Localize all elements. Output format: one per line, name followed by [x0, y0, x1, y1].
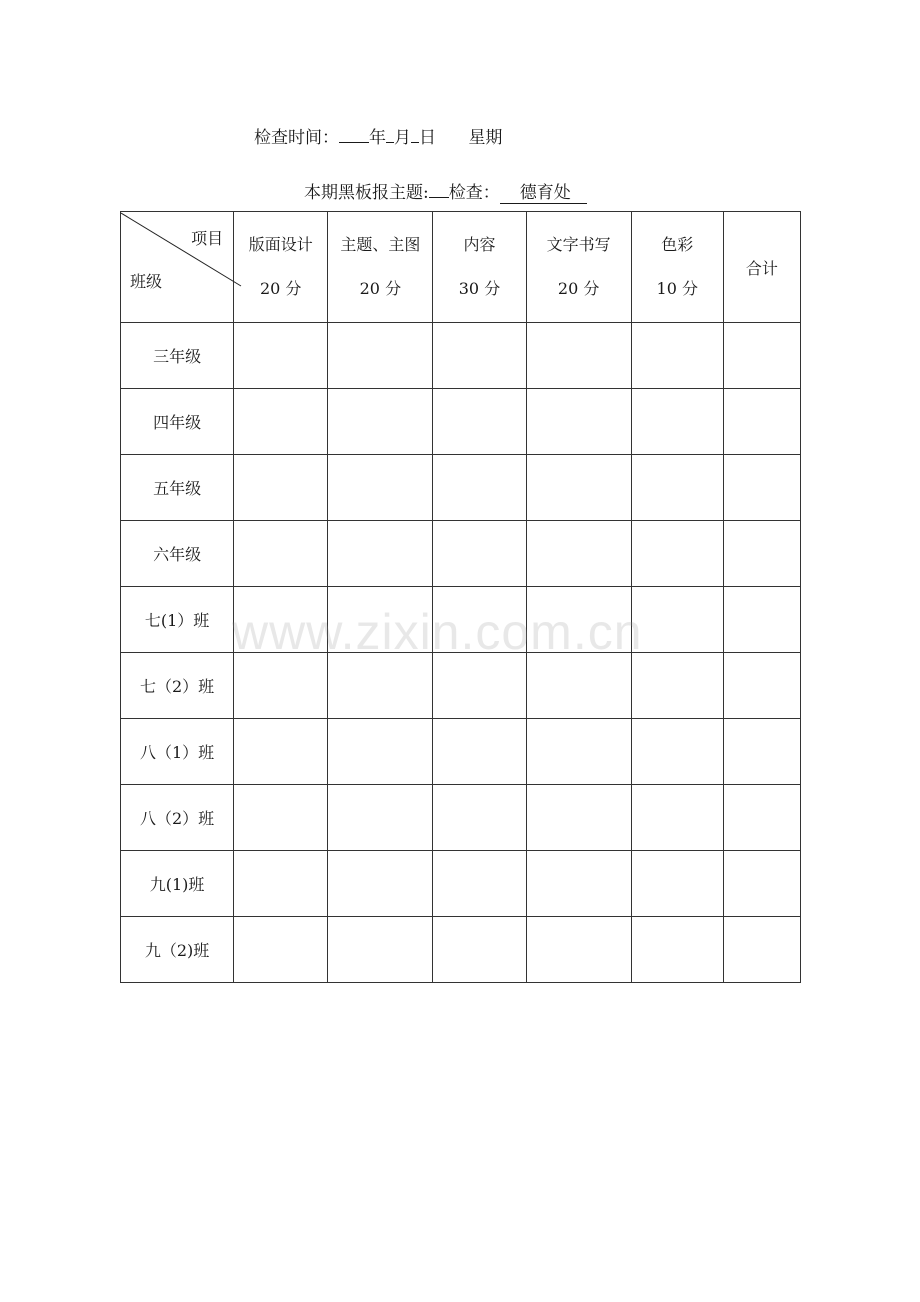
- score-cell[interactable]: [631, 851, 723, 917]
- score-cell[interactable]: [234, 917, 328, 983]
- class-name: 四年级: [121, 389, 234, 455]
- score-cell[interactable]: [526, 851, 631, 917]
- class-name: 七（2）班: [121, 653, 234, 719]
- table-row: [121, 455, 801, 521]
- column-name: 内容: [463, 235, 496, 254]
- total-header: 合计: [723, 212, 800, 323]
- total-cell[interactable]: [723, 455, 800, 521]
- total-cell[interactable]: [723, 521, 800, 587]
- table-row: [121, 917, 801, 983]
- column-header: [526, 212, 631, 323]
- week-label: 星期: [468, 128, 503, 148]
- score-cell[interactable]: [631, 455, 723, 521]
- column-name: 色彩: [661, 235, 694, 254]
- score-cell[interactable]: [234, 719, 328, 785]
- table-row: [121, 587, 801, 653]
- score-cell[interactable]: [631, 587, 723, 653]
- score-cell[interactable]: [433, 851, 526, 917]
- column-score: 30 分: [458, 279, 501, 298]
- score-cell[interactable]: [631, 323, 723, 389]
- theme-label: 本期黑板报主题:: [304, 183, 429, 203]
- total-cell[interactable]: [723, 323, 800, 389]
- table-row: [121, 389, 801, 455]
- year-blank-2[interactable]: [347, 128, 369, 143]
- score-cell[interactable]: [234, 521, 328, 587]
- score-cell[interactable]: [328, 917, 433, 983]
- class-name: 八（2）班: [121, 785, 234, 851]
- score-cell[interactable]: [631, 785, 723, 851]
- score-cell[interactable]: [234, 653, 328, 719]
- month-blank[interactable]: [386, 128, 394, 143]
- score-cell[interactable]: [234, 323, 328, 389]
- score-cell[interactable]: [526, 389, 631, 455]
- score-cell[interactable]: [328, 785, 433, 851]
- score-cell[interactable]: [631, 917, 723, 983]
- total-cell[interactable]: [723, 785, 800, 851]
- table-row: [121, 521, 801, 587]
- score-cell[interactable]: [526, 719, 631, 785]
- column-score: 20 分: [359, 279, 402, 298]
- score-cell[interactable]: [526, 653, 631, 719]
- column-header: [234, 212, 328, 323]
- score-table: [120, 211, 801, 983]
- total-cell[interactable]: [723, 851, 800, 917]
- score-cell[interactable]: [526, 587, 631, 653]
- score-cell[interactable]: [631, 719, 723, 785]
- total-cell[interactable]: [723, 917, 800, 983]
- class-name: 九（2)班: [121, 917, 234, 983]
- score-cell[interactable]: [526, 455, 631, 521]
- class-name: 五年级: [121, 455, 234, 521]
- score-cell[interactable]: [328, 587, 433, 653]
- score-cell[interactable]: [328, 455, 433, 521]
- column-header: [631, 212, 723, 323]
- class-name: 七(1）班: [121, 587, 234, 653]
- score-cell[interactable]: [328, 323, 433, 389]
- class-name: 六年级: [121, 521, 234, 587]
- column-name: 文字书写: [546, 235, 611, 254]
- score-cell[interactable]: [433, 521, 526, 587]
- column-header: [433, 212, 526, 323]
- score-cell[interactable]: [433, 719, 526, 785]
- item-header-label: 项目: [191, 229, 224, 248]
- score-cell[interactable]: [433, 389, 526, 455]
- class-name: 八（1）班: [121, 719, 234, 785]
- column-header: [328, 212, 433, 323]
- table-row: [121, 719, 801, 785]
- column-score: 20 分: [259, 279, 302, 298]
- score-cell[interactable]: [433, 785, 526, 851]
- time-label: 检查时间：: [254, 128, 339, 148]
- score-cell[interactable]: [234, 851, 328, 917]
- score-cell[interactable]: [234, 587, 328, 653]
- score-cell[interactable]: [234, 785, 328, 851]
- theme-line: [304, 178, 587, 204]
- check-label: 检查：: [448, 183, 500, 203]
- day-blank[interactable]: [411, 128, 419, 143]
- year-label: 年: [369, 128, 386, 148]
- score-cell[interactable]: [433, 323, 526, 389]
- diagonal-header-cell: [121, 212, 234, 323]
- score-cell[interactable]: [433, 455, 526, 521]
- column-score: 20 分: [557, 279, 600, 298]
- score-cell[interactable]: [433, 917, 526, 983]
- table-row: [121, 323, 801, 389]
- class-name: 九(1)班: [121, 851, 234, 917]
- score-cell[interactable]: [433, 653, 526, 719]
- year-blank[interactable]: [339, 128, 347, 143]
- score-cell[interactable]: [328, 851, 433, 917]
- score-cell[interactable]: [631, 521, 723, 587]
- department-name: 德育处: [500, 178, 587, 204]
- score-cell[interactable]: [328, 389, 433, 455]
- total-cell[interactable]: [723, 587, 800, 653]
- inspection-time-line: [254, 123, 502, 148]
- watermark-text: www.zixin.com.cn: [232, 604, 643, 660]
- score-cell[interactable]: [631, 389, 723, 455]
- score-cell[interactable]: [526, 917, 631, 983]
- total-cell[interactable]: [723, 389, 800, 455]
- score-cell[interactable]: [631, 653, 723, 719]
- column-score: 10 分: [656, 279, 698, 298]
- score-cell[interactable]: [526, 785, 631, 851]
- score-cell[interactable]: [526, 521, 631, 587]
- score-cell[interactable]: [328, 521, 433, 587]
- score-cell[interactable]: [328, 719, 433, 785]
- score-cell[interactable]: [234, 389, 328, 455]
- score-cell[interactable]: [433, 587, 526, 653]
- day-label: 日: [419, 128, 436, 148]
- score-cell[interactable]: [234, 455, 328, 521]
- class-header-label: 班级: [130, 272, 163, 291]
- table-row: [121, 785, 801, 851]
- column-name: 主题、主图: [340, 235, 421, 254]
- header-row: [121, 212, 801, 323]
- score-cell[interactable]: [526, 323, 631, 389]
- column-name: 版面设计: [248, 235, 313, 254]
- theme-blank[interactable]: [429, 183, 449, 198]
- table-row: [121, 851, 801, 917]
- total-cell[interactable]: [723, 653, 800, 719]
- class-name: 三年级: [121, 323, 234, 389]
- table-row: [121, 653, 801, 719]
- month-label: 月: [394, 128, 411, 148]
- total-cell[interactable]: [723, 719, 800, 785]
- score-cell[interactable]: [328, 653, 433, 719]
